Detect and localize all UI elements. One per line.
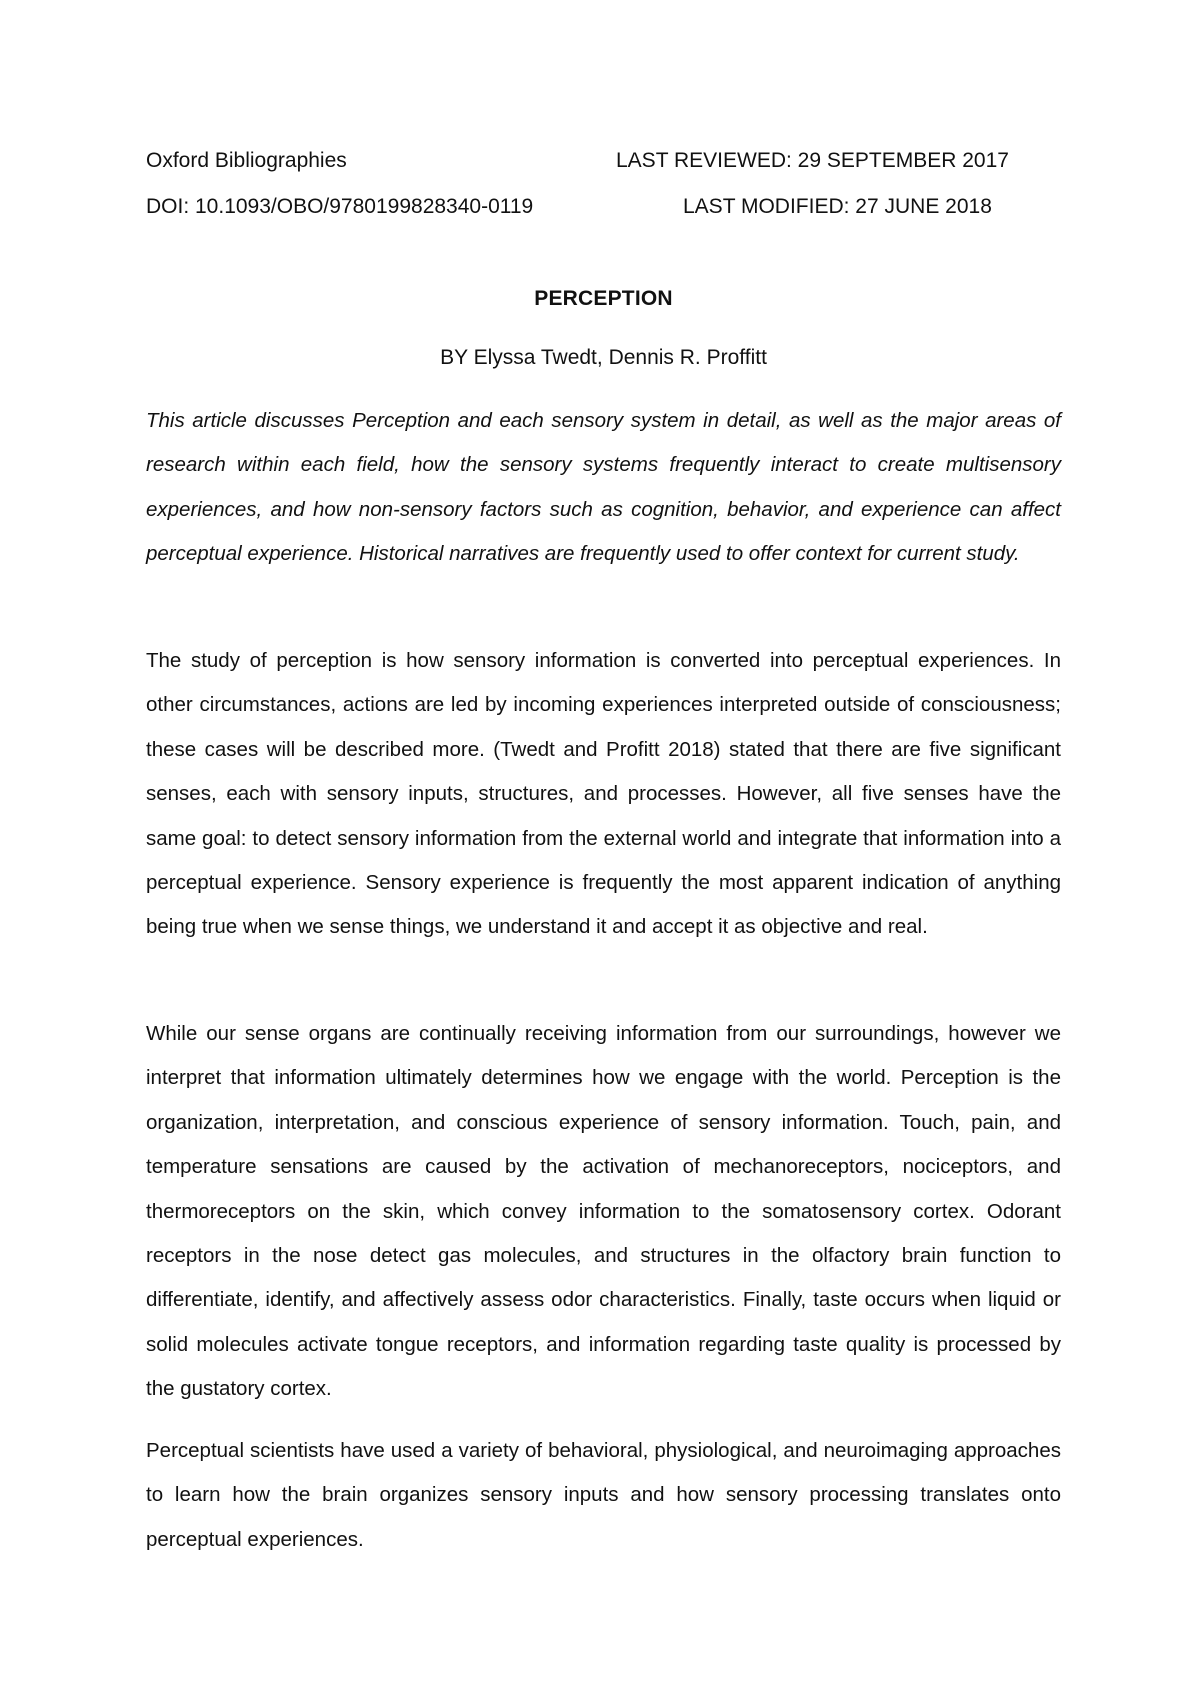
publisher-name: Oxford Bibliographies [146,149,347,172]
last-reviewed-date: LAST REVIEWED: 29 SEPTEMBER 2017 [616,149,1009,172]
last-modified-date: LAST MODIFIED: 27 JUNE 2018 [683,195,992,218]
body-paragraph-1: The study of perception is how sensory information is converted into perceptual experiences. In other circumstances, actions are led by incoming experiences interpreted outside of consciousness; these cases will be described more. (Twedt and Profitt 2018) stated that there are five significant senses, each with sensory inputs, structures, and processes. However, all five senses have the same goal: to detect sensory information from the external world and integrate that information into a perceptual experience. Sensory experience is frequently the most apparent indication of anything being true when we sense things, we understand it and accept it as objective and real. [146,649,1061,939]
article-byline: BY Elyssa Twedt, Dennis R. Proffitt [440,346,767,369]
article-title: PERCEPTION [534,287,673,310]
body-paragraph-2: While our sense organs are continually receiving information from our surroundings, however we interpret that information ultimately determines how we engage with the world. Perception is the organization, interpretation, and conscious experience of sensory information. Touch, pain, and temperature sensations are caused by the activation of mechanoreceptors, nociceptors, and thermoreceptors on the skin, which convey information to the somatosensory cortex. Odorant receptors in the nose detect gas molecules, and structures in the olfactory brain function to differentiate, identify, and affectively assess odor characteristics. Finally, taste occurs when liquid or solid molecules activate tongue receptors, and information regarding taste quality is processed by the gustatory cortex. [146,1022,1061,1401]
article-abstract: This article discusses Perception and each sensory system in detail, as well as the major areas of research within each field, how the sensory systems frequently interact to create multisensory experiences, and how non-sensory factors such as cognition, behavior, and experience can affect perceptual experience. Historical narratives are frequently used to offer context for current study. [146,409,1061,566]
doi-identifier: DOI: 10.1093/OBO/9780199828340-0119 [146,195,534,218]
body-paragraph-3: Perceptual scientists have used a variety of behavioral, physiological, and neuroimaging approaches to learn how the brain organizes sensory inputs and how sensory processing translates onto perceptual experiences. [146,1439,1061,1551]
